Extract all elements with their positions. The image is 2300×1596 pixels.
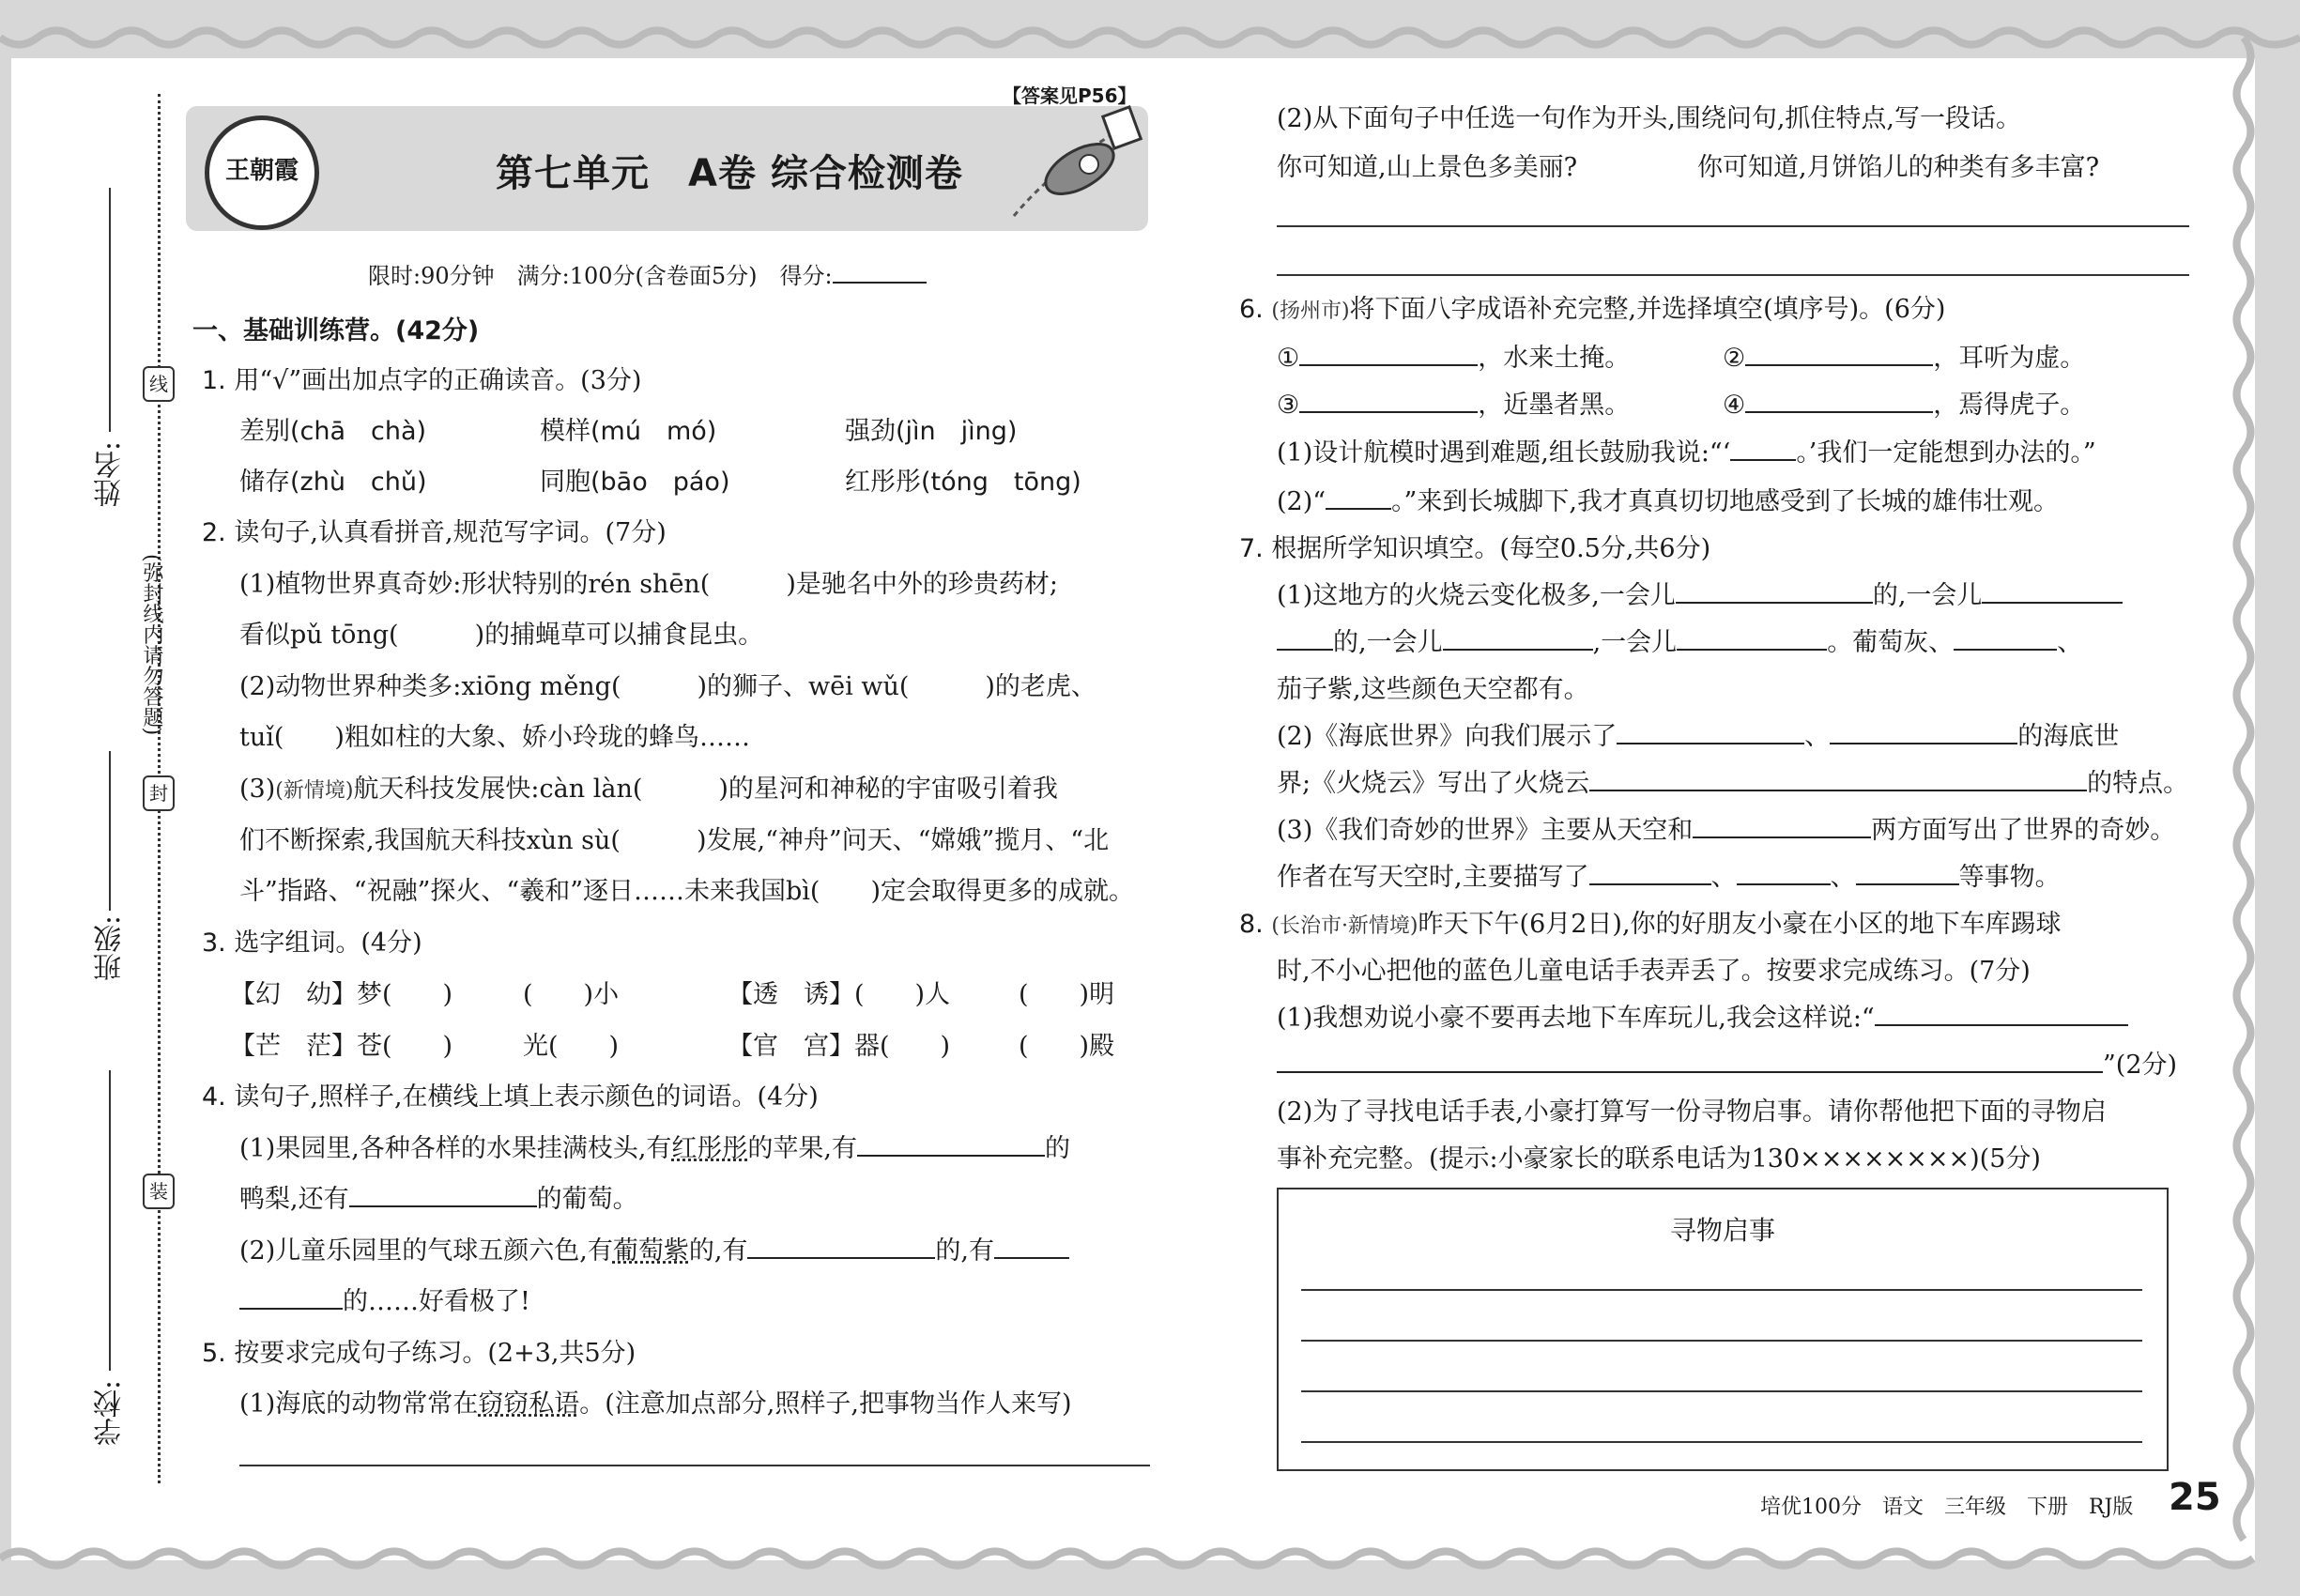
name-label: 姓名: [94, 441, 127, 508]
q6-blank-2[interactable] [1745, 336, 1933, 366]
q7-text: 根据所学知识填空。(每空0.5分,共6分) [1271, 534, 1711, 563]
q5-2-answer-line-2[interactable] [1277, 274, 2189, 276]
lost-notice-line-3[interactable] [1301, 1390, 2142, 1392]
q4-blank-2[interactable] [349, 1177, 537, 1207]
q4-line-3c: 的,有 [688, 1236, 748, 1266]
q6-item-1-text: ，水来土掩。 [1478, 344, 1631, 373]
q7-blank-11[interactable] [1589, 855, 1711, 885]
q4-blank-3[interactable] [747, 1229, 935, 1259]
answer-reference: 【答案见P56】 [1003, 84, 1137, 107]
q7-line-1b: 的,一会儿 [1872, 581, 1983, 610]
binding-note: (弥封线内请勿答题) [140, 554, 163, 736]
q6-line-4b: 。”来到长城脚下,我才真真切切地感受到了长城的雄伟壮观。 [1391, 487, 2059, 516]
q5-line-1a: (1)海底的动物常常在 [239, 1389, 479, 1419]
q7-line-4c: 的海底世 [2017, 722, 2120, 751]
q4-blank-1[interactable] [857, 1127, 1045, 1157]
q7-line-7d: 等事物。 [1958, 863, 2061, 892]
q2-line-3[interactable]: (2)动物世界种类多:xiōng měng( )的狮子、wēi wǔ( )的老虎、 [239, 672, 1096, 701]
binding-margin [90, 94, 175, 1483]
q6-item-2-text: ，耳听为虚。 [1933, 344, 2086, 373]
q8-line-6: 事补充完整。(提示:小豪家长的联系电话为130××××××××)(5分) [1277, 1144, 2041, 1174]
q8-text: 昨天下午(6月2日),你的好朋友小豪在小区的地下车库踢球 [1418, 910, 2062, 939]
seal-char-feng: 封 [143, 775, 175, 811]
q1-item-6[interactable]: 红彤彤(tóng tōng) [845, 468, 1081, 497]
footer-text: 培优100分 语文 三年级 下册 RJ版 [1760, 1496, 2134, 1519]
q8-blank-2[interactable] [1277, 1043, 2103, 1073]
q7-line-3: 茄子紫,这些颜色天空都有。 [1277, 675, 1589, 704]
q3-number: 3. [202, 928, 226, 958]
q8-blank-1[interactable] [1875, 996, 2128, 1026]
q6-item-1-num: ① [1277, 344, 1300, 373]
q6-line-3a: (1)设计航模时遇到难题,组长鼓励我说:“‘ [1277, 438, 1731, 468]
q6-item-4-num: ④ [1723, 391, 1746, 420]
q7-line-2b: ,一会儿 [1592, 628, 1678, 657]
q4-line-2a: 鸭梨,还有 [239, 1185, 349, 1214]
q8-line-2: 时,不小心把他的蓝色儿童电话手表弄丢了。按要求完成练习。(7分) [1277, 957, 2031, 986]
q6-text: 将下面八字成语补充完整,并选择填空(填序号)。(6分) [1349, 295, 1946, 324]
q8-tag: (长治市·新情境) [1271, 914, 1418, 938]
q3-item-7[interactable]: 【官 宫】器( ) [728, 1032, 951, 1061]
q4-line-3a: (2)儿童乐园里的气球五颜六色,有 [239, 1236, 613, 1266]
q7-blank-3[interactable] [1277, 621, 1333, 651]
q5-2-option-2[interactable]: 你可知道,月饼馅儿的种类有多丰富? [1697, 153, 2100, 182]
name-blank[interactable] [109, 188, 111, 432]
q5-text: 按要求完成句子练习。(2+3,共5分) [234, 1339, 636, 1368]
lost-notice-line-1[interactable] [1301, 1289, 2142, 1291]
q7-line-2c: 。葡萄灰、 [1827, 628, 1955, 657]
q7-blank-7[interactable] [1617, 714, 1804, 744]
q7-line-7a: 作者在写天空时,主要描写了 [1277, 863, 1589, 892]
q8-number: 8. [1239, 910, 1264, 939]
q2-text: 读句子,认真看拼音,规范写字词。(7分) [234, 518, 667, 547]
q2-number: 2. [202, 518, 226, 547]
q7-line-6b: 两方面写出了世界的奇妙。 [1871, 816, 2176, 845]
q7-blank-5[interactable] [1677, 621, 1827, 651]
q4-number: 4. [202, 1082, 226, 1112]
q4-text: 读句子,照样子,在横线上填上表示颜色的词语。(4分) [234, 1082, 819, 1112]
q4-example-word-1: 红彤彤 [671, 1134, 748, 1163]
section-1-heading: 一、基础训练营。(42分) [192, 316, 480, 345]
q4-blank-4[interactable] [994, 1229, 1069, 1259]
q4-line-1c: 的苹果,有 [747, 1134, 858, 1163]
q7-blank-13[interactable] [1856, 855, 1959, 885]
q5-2-line-1: (2)从下面句子中任选一句作为开头,围绕问句,抓住特点,写一段话。 [1277, 104, 2021, 133]
q1-item-5[interactable]: 同胞(bāo páo) [540, 468, 730, 497]
q2-line-5[interactable]: 航天科技发展快:càn làn( )的星河和神秘的宇宙吸引着我 [353, 775, 1058, 804]
q6-line-4a: (2)“ [1277, 487, 1326, 516]
q2-line-5-prefix: (3) [239, 775, 276, 804]
q7-blank-6[interactable] [1954, 621, 2057, 651]
school-blank[interactable] [109, 1070, 111, 1371]
q7-number: 7. [1239, 534, 1264, 563]
q6-blank-6[interactable] [1326, 480, 1391, 510]
class-blank[interactable] [109, 751, 111, 911]
school-label: 学校: [94, 1380, 127, 1447]
q5-line-1c: 。(注意加点部分,照样子,把事物当作人来写) [579, 1389, 1072, 1419]
q5-answer-line[interactable] [239, 1465, 1150, 1466]
q7-line-7b: 、 [1710, 863, 1737, 892]
q3-text: 选字组词。(4分) [234, 928, 422, 958]
q1-number: 1. [202, 366, 226, 395]
seal-char-zhuang: 装 [143, 1174, 175, 1209]
q3-item-1[interactable]: 【幻 幼】梦( ) [230, 980, 453, 1009]
q2-line-4[interactable]: tuǐ( )粗如柱的大象、娇小玲珑的蜂鸟…… [239, 723, 750, 752]
page-title: 第七单元 A卷 综合检测卷 [496, 152, 963, 195]
q2-line-7[interactable]: 斗”指路、“祝融”探火、“羲和”逐日……未来我国bì( )定会取得更多的成就。 [239, 877, 1135, 906]
q4-line-4: 的……好看极了! [343, 1287, 530, 1316]
q4-line-1a: (1)果园里,各种各样的水果挂满枝头,有 [239, 1134, 672, 1163]
q8-line-5: (2)为了寻找电话手表,小豪打算写一份寻物启事。请你帮他把下面的寻物启 [1277, 1097, 2107, 1127]
q1-item-3[interactable]: 强劲(jìn jìng) [845, 417, 1018, 446]
q3-item-2[interactable]: ( )小 [523, 980, 620, 1009]
lost-notice-title: 寻物启事 [1669, 1215, 1775, 1246]
q3-item-6[interactable]: 光( ) [523, 1032, 620, 1061]
lost-notice-box [1277, 1188, 2169, 1471]
q2-line-6[interactable]: 们不断探索,我国航天科技xùn sù( )发展,“神舟”问天、“嫦娥”揽月、“北 [239, 826, 1110, 855]
q6-blank-3[interactable] [1299, 383, 1478, 413]
q7-line-1a: (1)这地方的火烧云变化极多,一会儿 [1277, 581, 1676, 610]
seal-char-xian: 线 [143, 366, 175, 402]
q7-line-6a: (3)《我们奇妙的世界》主要从天空和 [1277, 816, 1694, 845]
class-label: 班级: [94, 915, 127, 982]
left-column [192, 0, 1159, 1596]
q4-line-2b: 的葡萄。 [536, 1185, 638, 1214]
q6-item-2-num: ② [1723, 344, 1746, 373]
q7-blank-4[interactable] [1443, 621, 1593, 651]
q6-item-3-num: ③ [1277, 391, 1300, 420]
q4-example-word-2: 葡萄紫 [612, 1236, 689, 1266]
q7-line-5b: 的特点。 [2087, 769, 2189, 798]
q2-line-2[interactable]: 看似pǔ tōng( )的捕蝇草可以捕食昆虫。 [239, 621, 764, 650]
q7-line-7c: 、 [1830, 863, 1856, 892]
q3-item-5[interactable]: 【芒 茫】苍( ) [230, 1032, 453, 1061]
q6-blank-4[interactable] [1745, 383, 1933, 413]
q7-line-2d: 、 [2057, 628, 2083, 657]
q2-line-1[interactable]: (1)植物世界真奇妙:形状特别的rén shēn( )是驰名中外的珍贵药材; [239, 570, 1058, 599]
q3-item-8[interactable]: ( )殿 [1019, 1032, 1115, 1061]
q6-number: 6. [1239, 295, 1264, 324]
q3-item-3[interactable]: 【透 诱】( )人 [728, 980, 951, 1009]
q3-item-4[interactable]: ( )明 [1019, 980, 1115, 1009]
q6-blank-1[interactable] [1299, 336, 1478, 366]
exam-info-text: 限时:90分钟 满分:100分(含卷面5分) 得分: [368, 263, 833, 289]
q6-tag: (扬州市) [1271, 299, 1350, 323]
q5-example-word: 窃窃私语 [478, 1389, 580, 1419]
q1-text: 用“√”画出加点字的正确读音。(3分) [234, 366, 642, 395]
q8-line-3: (1)我想劝说小豪不要再去地下车库玩儿,我会这样说:“ [1277, 1004, 1875, 1033]
q6-item-3-text: ，近墨者黑。 [1478, 391, 1631, 420]
q1-item-1[interactable]: 差别(chā chà) [239, 417, 427, 446]
q7-blank-9[interactable] [1589, 761, 2087, 791]
q7-line-2a: 的,一会儿 [1333, 628, 1443, 657]
q6-line-3b: 。’我们一定能想到办法的。” [1796, 438, 2096, 468]
q6-blank-5[interactable] [1730, 431, 1796, 461]
publisher-logo: 王朝霞 [205, 115, 319, 230]
q5-2-answer-line-1[interactable] [1277, 225, 2189, 227]
q7-blank-12[interactable] [1737, 855, 1831, 885]
q7-blank-2[interactable] [1982, 574, 2123, 604]
page-number: 25 [2169, 1476, 2221, 1519]
q8-line-4: ”(2分) [2103, 1051, 2178, 1080]
lost-notice-line-4[interactable] [1301, 1441, 2142, 1443]
q7-line-4b: 、 [1804, 722, 1831, 751]
q7-line-5a: 界;《火烧云》写出了火烧云 [1277, 769, 1590, 798]
lost-notice-line-2[interactable] [1301, 1340, 2142, 1342]
q7-blank-1[interactable] [1676, 574, 1873, 604]
q6-item-4-text: ，焉得虎子。 [1933, 391, 2086, 420]
q5-2-option-1[interactable]: 你可知道,山上景色多美丽? [1277, 153, 1578, 182]
q4-line-1d: 的 [1045, 1134, 1071, 1163]
q7-line-4a: (2)《海底世界》向我们展示了 [1277, 722, 1618, 751]
q4-line-3d: 的,有 [935, 1236, 995, 1266]
q7-blank-8[interactable] [1830, 714, 2017, 744]
q7-blank-10[interactable] [1693, 808, 1871, 838]
q1-item-4[interactable]: 储存(zhù chǔ) [239, 468, 427, 497]
q2-new-context-tag: (新情境) [275, 779, 354, 803]
q5-number: 5. [202, 1339, 226, 1368]
q4-blank-5[interactable] [239, 1280, 343, 1310]
q1-item-2[interactable]: 模样(mú mó) [540, 417, 717, 446]
